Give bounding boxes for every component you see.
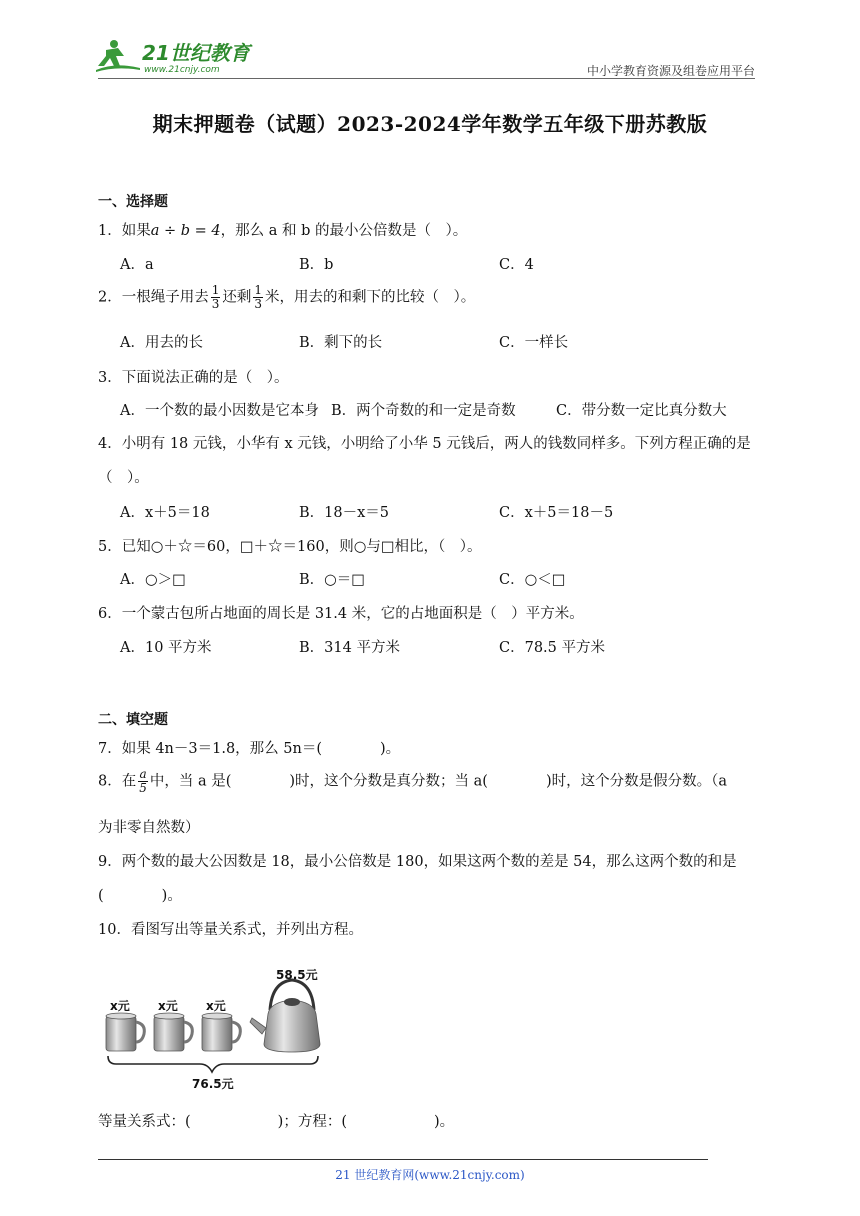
- kettle-price-label: 58.5元: [276, 968, 318, 982]
- q4-option-c[interactable]: C．x＋5＝18－5: [499, 505, 614, 521]
- q5-option-b[interactable]: B．○＝□: [299, 572, 366, 588]
- logo-text: 21世纪教育: [142, 41, 250, 65]
- question-4-line-2: （ ）。: [98, 470, 149, 486]
- cup-price-label-3: x元: [206, 999, 226, 1013]
- footer-link[interactable]: 21 世纪教育网(www.21cnjy.com): [335, 1168, 525, 1182]
- cup-icon: [202, 1013, 240, 1051]
- q1-prefix: 1．如果: [98, 223, 151, 239]
- q8-prefix: 8．在: [98, 773, 137, 790]
- q2-option-a[interactable]: A．用去的长: [120, 335, 203, 351]
- question-9-line-1: 9．两个数的最大公因数是 18，最小公倍数是 180，如果这两个数的差是 54，那么这两个数的和是: [98, 854, 737, 870]
- footer-divider: [98, 1159, 708, 1160]
- q1-expression: a ÷ b = 4: [150, 223, 221, 239]
- question-4-line-1: 4．小明有 18 元钱，小华有 x 元钱，小明给了小华 5 元钱后，两人的钱数同样多。下列方程正确的是: [98, 436, 751, 452]
- question-3: 3．下面说法正确的是（ ）。: [98, 370, 289, 386]
- q2-option-b[interactable]: B．剩下的长: [299, 335, 383, 351]
- q8-rest: 中，当 a 是( )时，这个分数是真分数；当 a( )时，这个分数是假分数。（a: [149, 773, 728, 790]
- question-8-line-1: [98, 768, 727, 795]
- cup-icon: [154, 1013, 192, 1051]
- section-heading-choice: 一、选择题: [98, 194, 168, 210]
- question-5: 5．已知○＋☆＝60，□＋☆＝160，则○与□相比，（ ）。: [98, 539, 482, 555]
- q3-option-b[interactable]: B．两个奇数的和一定是奇数: [331, 403, 516, 419]
- kettle-icon: [250, 980, 320, 1052]
- cup-icon: [106, 1013, 144, 1051]
- page-title: 期末押题卷（试题）2023-2024学年数学五年级下册苏教版: [152, 112, 708, 136]
- q6-option-b[interactable]: B．314 平方米: [299, 640, 400, 656]
- question-10-answer-line: 等量关系式：( )；方程：( )。: [98, 1114, 455, 1130]
- question-6: 6．一个蒙古包所占地面的周长是 31.4 米，它的占地面积是（ ）平方米。: [98, 606, 584, 622]
- q4-option-b[interactable]: B．18－x＝5: [299, 505, 390, 521]
- q3-option-a[interactable]: A．一个数的最小因数是它本身: [120, 403, 319, 419]
- q1-option-b[interactable]: B．b: [299, 257, 334, 273]
- q2-prefix: 2．一根绳子用去: [98, 289, 209, 306]
- header-divider: [98, 78, 755, 79]
- q1-option-c[interactable]: C．4: [499, 257, 534, 273]
- q4-option-a[interactable]: A．x＋5＝18: [120, 505, 210, 521]
- q3-option-c[interactable]: C．带分数一定比真分数大: [556, 403, 727, 419]
- total-price-label: 76.5元: [192, 1077, 234, 1091]
- question-2: [98, 284, 475, 311]
- q2-suffix: 米，用去的和剩下的比较（ ）。: [265, 289, 476, 306]
- cup-price-label-1: x元: [110, 999, 130, 1013]
- site-logo: [96, 36, 266, 78]
- platform-name: 中小学教育资源及组卷应用平台: [586, 64, 755, 78]
- question-7: 7．如果 4n－3＝1.8，那么 5n＝( )。: [98, 741, 401, 757]
- question-8-line-2: 为非零自然数）: [98, 820, 200, 836]
- q1-option-a[interactable]: A．a: [120, 257, 154, 273]
- cup-price-label-2: x元: [158, 999, 178, 1013]
- question-9-line-2: ( )。: [98, 888, 182, 904]
- q5-option-c[interactable]: C．○＜□: [499, 572, 566, 588]
- q2-fraction-2: $\frac{1}{3}$: [254, 283, 263, 311]
- q2-option-c[interactable]: C．一样长: [499, 335, 569, 351]
- q8-fraction: $\frac{a}{5}$: [139, 767, 147, 795]
- q5-option-a[interactable]: A．○＞□: [120, 572, 186, 588]
- q2-mid: 还剩: [222, 289, 252, 306]
- q2-fraction-1: $\frac{1}{3}$: [211, 283, 220, 311]
- question-1: [98, 219, 467, 240]
- question-10: 10．看图写出等量关系式，并列出方程。: [98, 922, 363, 938]
- logo-url: www.21cnjy.com: [144, 65, 220, 75]
- q6-option-c[interactable]: C．78.5 平方米: [499, 640, 605, 656]
- q6-option-a[interactable]: A．10 平方米: [120, 640, 212, 656]
- section-heading-fill: 二、填空题: [98, 712, 168, 728]
- brace-icon: [108, 1056, 318, 1072]
- q1-suffix: ，那么 a 和 b 的最小公倍数是（ ）。: [220, 223, 468, 239]
